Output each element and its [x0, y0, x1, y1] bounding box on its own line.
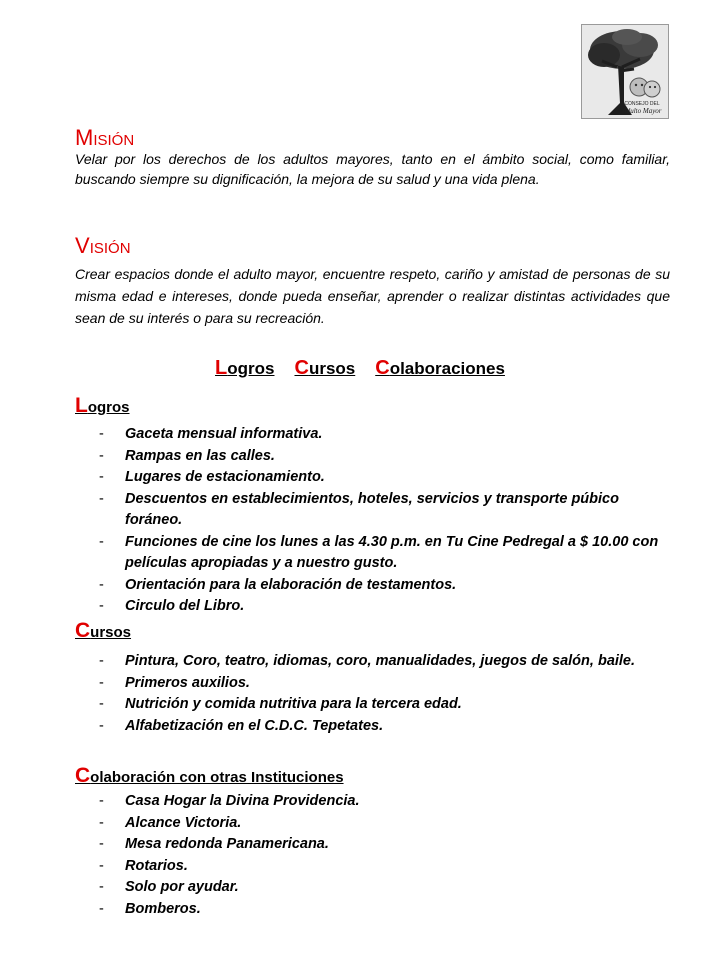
list-item: - Gaceta mensual informativa.	[0, 424, 660, 446]
mision-heading-cap: M	[75, 125, 94, 150]
list-item: - Casa Hogar la Divina Providencia.	[0, 791, 660, 813]
center-title-cursos: Cursos	[294, 357, 356, 379]
mision-text: Velar por los derechos de los adultos mayores, tanto en el ámbito social, como familiar, buscando siempre su dignificación, la mejora de su salud y una vida plena.	[75, 151, 670, 187]
list-item: - Nutrición y comida nutritiva para la tercera edad.	[0, 694, 660, 716]
list-item: - Solo por ayudar.	[0, 877, 660, 899]
logo-image	[581, 24, 669, 119]
list-item: - Bomberos.	[0, 899, 660, 921]
mision-heading-rest: ISIÓN	[93, 132, 135, 149]
list-item: - Alfabetización en el C.D.C. Tepetates.	[0, 716, 660, 738]
colaboracion-title: Colaboración con otras Instituciones	[75, 764, 344, 787]
center-title-logros: Logros	[215, 357, 275, 379]
logros-list	[0, 424, 660, 618]
vision-heading-cap: V	[75, 233, 90, 258]
list-item: - Rotarios.	[0, 856, 660, 878]
list-item: - Lugares de estacionamiento.	[0, 467, 660, 489]
list-item: - Alcance Victoria.	[0, 813, 660, 835]
list-item: - Rampas en las calles.	[0, 446, 660, 468]
center-title-colaboraciones: Colaboraciones	[375, 357, 505, 379]
colaboracion-list	[0, 791, 660, 920]
logo-caption-line2: Adulto Mayor	[622, 107, 662, 115]
tree-logo-icon	[582, 25, 668, 118]
logros-title: Logros	[75, 394, 130, 417]
center-title	[0, 357, 720, 380]
list-item: - Pintura, Coro, teatro, idiomas, coro, manualidades, juegos de salón, baile.	[0, 651, 660, 673]
list-item: - Orientación para la elaboración de testamentos.	[0, 575, 660, 597]
list-item: - Circulo del Libro.	[0, 596, 660, 618]
vision-heading	[75, 232, 131, 260]
mision-heading	[75, 124, 134, 152]
list-item: - Descuentos en establecimientos, hoteles, servicios y transporte púbico foráneo.	[0, 489, 660, 532]
list-item: - Funciones de cine los lunes a las 4.30 p.m. en Tu Cine Pedregal a $ 10.00 con películas apropiadas y a nuestro gusto.	[0, 532, 660, 575]
logo-caption-line1: CONSEJO DEL	[624, 101, 660, 107]
vision-heading-rest: ISIÓN	[89, 240, 131, 257]
cursos-list	[0, 651, 660, 737]
vision-text: Crear espacios donde el adulto mayor, encuentre respeto, cariño y amistad de personas de su misma edad e intereses, donde pueda enseñar, aprender o realizar distintas actividades que sean de su interés o para su recreación.	[75, 266, 670, 326]
cursos-title: Cursos	[75, 619, 132, 642]
list-item: - Mesa redonda Panamericana.	[0, 834, 660, 856]
list-item: - Primeros auxilios.	[0, 673, 660, 695]
